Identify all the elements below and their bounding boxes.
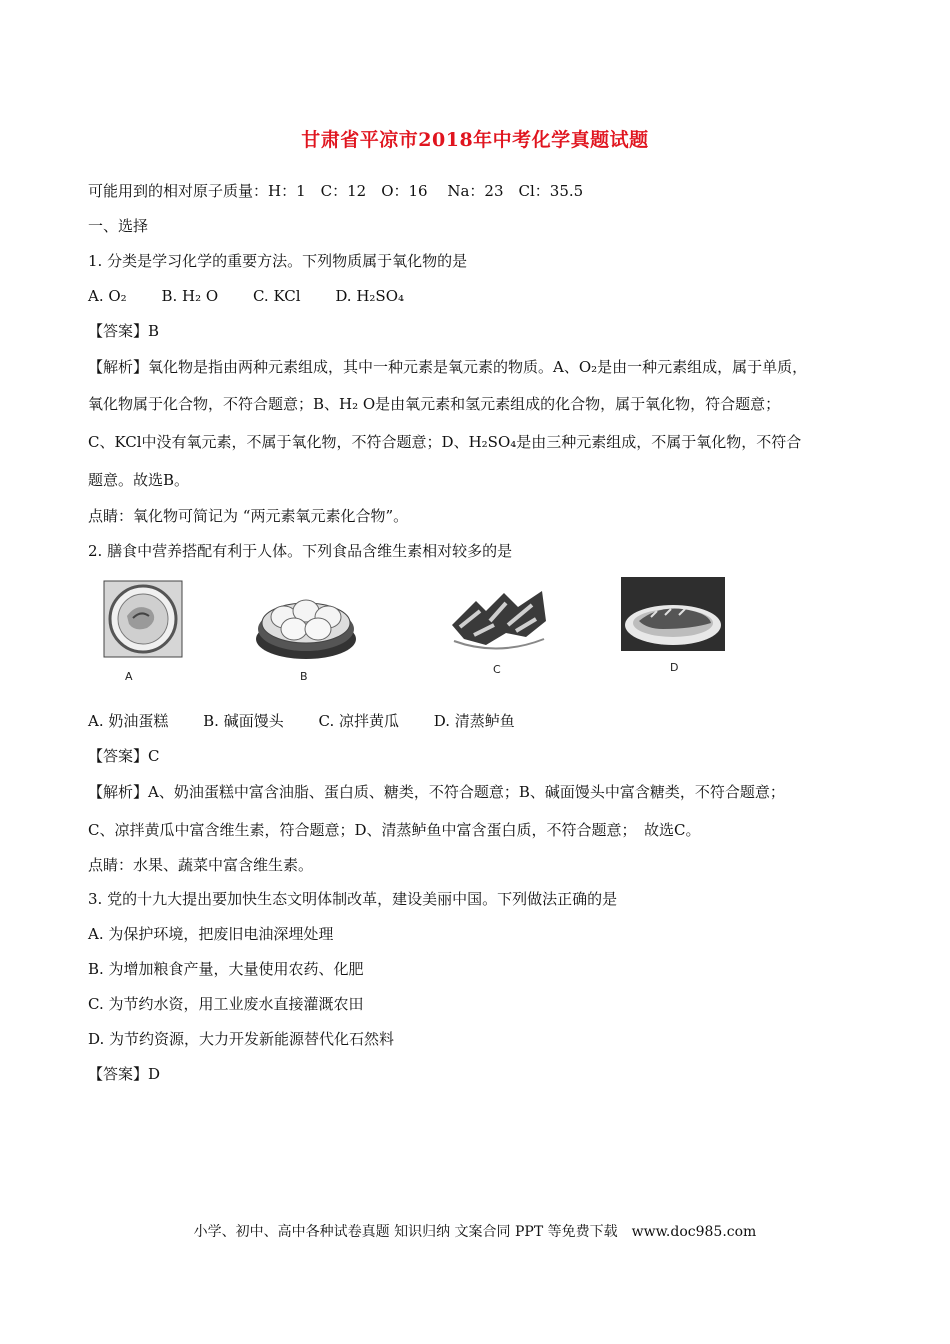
q2-analysis-line: C、凉拌黄瓜中富含维生素，符合题意；D、清蒸鲈鱼中富含蛋白质，不符合题意； 故选C。 — [88, 821, 701, 839]
q1-option-d: D. H₂SO₄ — [335, 287, 405, 305]
image-label-d: D — [670, 661, 679, 674]
q1-option-a: A. O₂ — [88, 287, 127, 305]
q2-tip: 点睛：水果、蔬菜中富含维生素。 — [88, 856, 314, 874]
q3-stem: 3. 党的十九大提出要加快生态文明体制改革，建设美丽中国。下列做法正确的是 — [88, 890, 618, 908]
image-label-c: C — [493, 663, 501, 676]
q1-analysis-line: C、KCl中没有氧元素，不属于氧化物，不符合题意；D、H₂SO₄是由三种元素组成，不属于氧化物，不符合 — [88, 433, 802, 451]
cake-image — [103, 580, 183, 658]
q1-option-c: C. KCl — [252, 287, 301, 305]
q2-analysis-line: 【解析】A、奶油蛋糕中富含油脂、蛋白质、糖类，不符合题意；B、碱面馒头中富含糖类，不符合题意； — [88, 783, 785, 801]
image-label-a: A — [125, 670, 133, 683]
q1-options — [88, 286, 434, 306]
q2-option-d: D. 清蒸鲈鱼 — [433, 712, 515, 730]
page-footer: 小学、初中、高中各种试卷真题 知识归纳 文案合同 PPT 等免费下载 www.doc985.com — [193, 1224, 757, 1240]
atomic-masses-line: 可能用到的相对原子质量：H：1 C：12 O：16 Na：23 Cl：35.5 — [88, 182, 584, 200]
q1-tip: 点睛：氧化物可简记为 “两元素氧元素化合物”。 — [88, 507, 409, 525]
q2-stem: 2. 膳食中营养搭配有利于人体。下列食品含维生素相对较多的是 — [88, 542, 513, 560]
q1-stem: 1. 分类是学习化学的重要方法。下列物质属于氧化物的是 — [88, 252, 468, 270]
q1-analysis-line: 题意。故选B。 — [88, 471, 190, 489]
q1-analysis-line: 氧化物属于化合物，不符合题意；B、H₂ O是由氧元素和氢元素组成的化合物，属于氧化物，符合题意； — [88, 395, 781, 413]
page-title: 甘肃省平凉市2018年中考化学真题试题 — [301, 129, 649, 151]
image-label-b: B — [300, 670, 308, 683]
section-heading: 一、选择 — [88, 217, 149, 235]
q2-answer: 【答案】C — [88, 747, 160, 765]
q2-option-b: B. 碱面馒头 — [203, 712, 284, 730]
steamed-buns-image — [254, 583, 358, 661]
steamed-fish-image — [621, 577, 725, 651]
q2-options — [88, 711, 545, 731]
q3-option-a: A. 为保护环境，把废旧电油深埋处理 — [88, 925, 334, 943]
q1-analysis-line: 【解析】氧化物是指由两种元素组成，其中一种元素是氧元素的物质。A、O₂是由一种元素组成，属于单质， — [88, 358, 808, 376]
q3-option-b: B. 为增加粮食产量，大量使用农药、化肥 — [88, 960, 364, 978]
q3-option-c: C. 为节约水资，用工业废水直接灌溉农田 — [88, 995, 364, 1013]
q3-answer: 【答案】D — [88, 1065, 161, 1083]
cucumber-salad-image — [446, 581, 550, 653]
q3-option-d: D. 为节约资源，大力开发新能源替代化石然料 — [88, 1030, 395, 1048]
q2-option-c: C. 凉拌黄瓜 — [318, 712, 399, 730]
q1-answer: 【答案】B — [88, 322, 160, 340]
q1-option-b: B. H₂ O — [161, 287, 219, 305]
q2-option-a: A. 奶油蛋糕 — [88, 712, 169, 730]
